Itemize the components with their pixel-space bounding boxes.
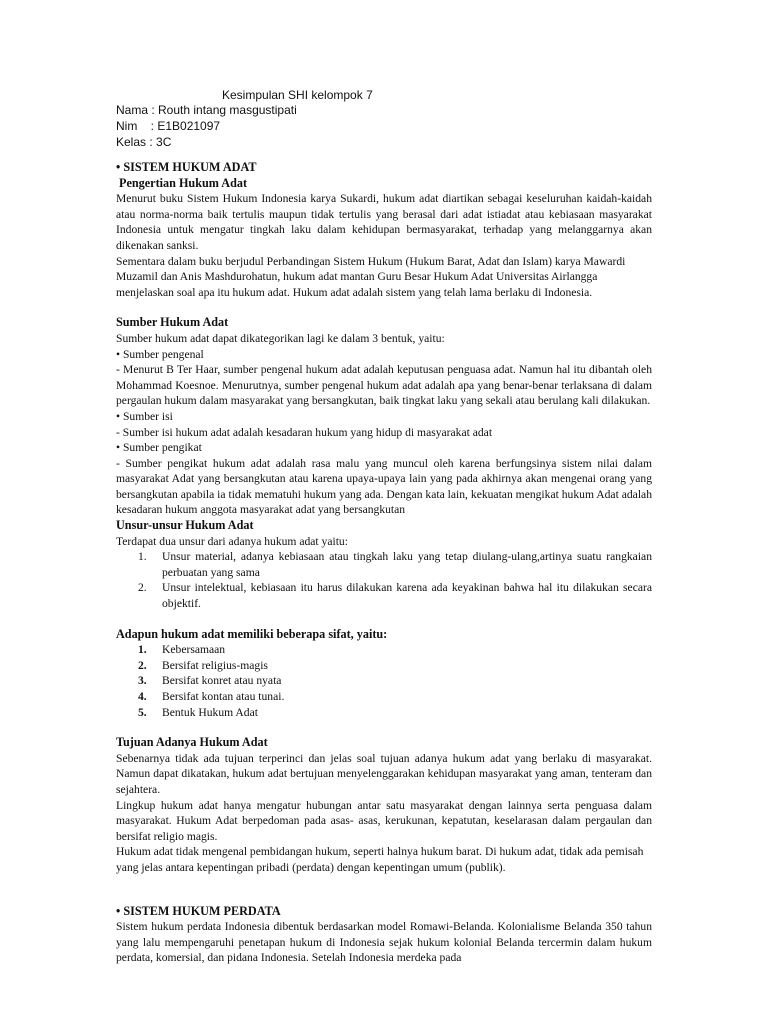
list-number: 2. — [138, 658, 147, 672]
paragraph: Sementara dalam buku berjudul Perbandingan Sistem Hukum (Hukum Barat, Adat dan Islam) karya Mawardi Muzamil dan Anis Mashdurohatun, hukum adat mantan Guru Besar Hukum Adat Universitas Airlangga menjelaskan soal apa itu hukum adat. Hukum adat adalah sistem yang telah lama berlaku di Indonesia. — [116, 254, 626, 299]
subheading-sumber: Sumber Hukum Adat — [116, 315, 229, 330]
bullet-item: • Sumber pengenal — [116, 347, 204, 361]
paragraph: Sumber hukum adat dapat dikategorikan lagi ke dalam 3 bentuk, yaitu: — [116, 331, 445, 345]
section-heading-adat: • SISTEM HUKUM ADAT — [116, 160, 257, 174]
subheading-sifat: Adapun hukum adat memiliki beberapa sifat, yaitu: — [116, 626, 388, 641]
paragraph: Terdapat dua unsur dari adanya hukum adat yaitu: — [116, 534, 348, 548]
paragraph: - Sumber isi hukum adat adalah kesadaran hukum yang hidup di masyarakat adat — [116, 425, 493, 439]
list-item — [116, 705, 652, 721]
list-number: 2. — [138, 581, 147, 595]
document-title: Kesimpulan SHI kelompok 7 — [222, 88, 373, 102]
student-nim: Nim : E1B021097 — [116, 119, 221, 133]
bullet-item: • Sumber pengikat — [116, 441, 202, 455]
subheading-pengertian: Pengertian Hukum Adat — [116, 175, 248, 190]
paragraph: Lingkup hukum adat hanya mengatur hubungan antar satu masyarakat dengan lainnya serta penguasa dalam masyarakat. Hukum Adat berpedoman pada asas- asas, kerukunan, kepatutan, keselarasan dalam pergaulan dan bersifat religio magis. — [116, 798, 652, 843]
list-text: Unsur intelektual, kebiasaan itu harus dilakukan karena ada keyakinan bahwa hal itu dilakukan secara objektif. — [162, 581, 652, 611]
list-number: 1. — [138, 643, 147, 657]
list-number: 1. — [138, 550, 147, 564]
paragraph: Sebenarnya tidak ada tujuan terperinci dan jelas soal tujuan adanya hukum adat yang berlaku di masyarakat. Namun dapat dikatakan, hukum adat bertujuan menyelenggarakan kehidupan masyarakat yang aman, tenteram dan sejahtera. — [116, 751, 652, 796]
paragraph: - Sumber pengikat hukum adat adalah rasa malu yang muncul oleh karena berfungsinya sistem nilai dalam masyarakat Adat yang bersangkutan atau karena upaya-upaya lain yang pada akhirnya akan mengenai orang yang bersangkutan apabila ia tidak mematuhi hukum yang ada. Dengan kata lain, kekuatan mengikat hukum Adat adalah kesadaran hukum anggota masyarakat adat yang bersangkutan — [116, 456, 652, 517]
list-text: Unsur material, adanya kebiasaan atau tingkah laku yang tetap diulang-ulang,artinya suatu rangkaian perbuatan yang sama — [162, 550, 652, 579]
student-class: Kelas : 3C — [116, 135, 172, 149]
list-number: 3. — [138, 674, 147, 688]
list-item — [116, 642, 652, 658]
list-item — [116, 658, 652, 674]
list-item — [116, 673, 652, 689]
paragraph: Hukum adat tidak mengenal pembidangan hukum, seperti halnya hukum barat. Di hukum adat, tidak ada pemisah yang jelas antara kepentingan pribadi (perdata) dengan kepentingan umum (publik). — [116, 845, 644, 874]
bullet-item: • Sumber isi — [116, 409, 173, 423]
list-text: Bersifat kontan atau tunai. — [162, 690, 285, 703]
student-name: Nama : Routh intang masgustipati — [116, 103, 297, 117]
subheading-unsur: Unsur-unsur Hukum Adat — [116, 518, 254, 533]
list-text: Bersifat religius-magis — [162, 658, 268, 672]
list-text: Bentuk Hukum Adat — [162, 705, 258, 719]
list-item — [116, 689, 652, 705]
section-heading-perdata: • SISTEM HUKUM PERDATA — [116, 903, 281, 918]
document-body — [116, 160, 652, 966]
list-number: 4. — [138, 690, 147, 703]
paragraph: Menurut buku Sistem Hukum Indonesia karya Sukardi, hukum adat diartikan sebagai keseluruhan kaidah-kaidah atau norma-norma baik tertulis maupun tidak tertulis yang berasal dari adat istiadat atau kebiasaan masyarakat Indonesia untuk mengatur tingkah laku dalam kehidupan bermasyarakat, terhadap yang melanggarnya akan dikenakan sanksi. — [116, 192, 652, 252]
list-item — [116, 549, 652, 580]
paragraph: - Menurut B Ter Haar, sumber pengenal hukum adat adalah keputusan penguasa adat. Namun hal itu dibantah oleh Mohammad Koesnoe. Menurutnya, sumber pengenal hukum adat adalah apa yang benar-benar terlaksana di dalam pergaulan hukum dalam masyarakat yang bersangkutan, baik tingkat laku yang sekali atau berulang kali dilakukan. — [116, 363, 652, 408]
subheading-tujuan: Tujuan Adanya Hukum Adat — [116, 735, 268, 750]
unsur-list — [116, 549, 652, 611]
list-number: 5. — [138, 705, 147, 719]
list-text: Bersifat konret atau nyata — [162, 674, 282, 688]
list-text: Kebersamaan — [162, 643, 226, 657]
sifat-list — [116, 642, 652, 720]
list-item — [116, 580, 652, 611]
paragraph: Sistem hukum perdata Indonesia dibentuk berdasarkan model Romawi-Belanda. Kolonialisme Belanda 350 tahun yang lalu mempengaruhi penetapan hukum di Indonesia sejak hukum kolonial Belanda tercermin dalam hukum perdata, komersial, dan pidana Indonesia. Setelah Indonesia merdeka pada — [116, 920, 652, 965]
